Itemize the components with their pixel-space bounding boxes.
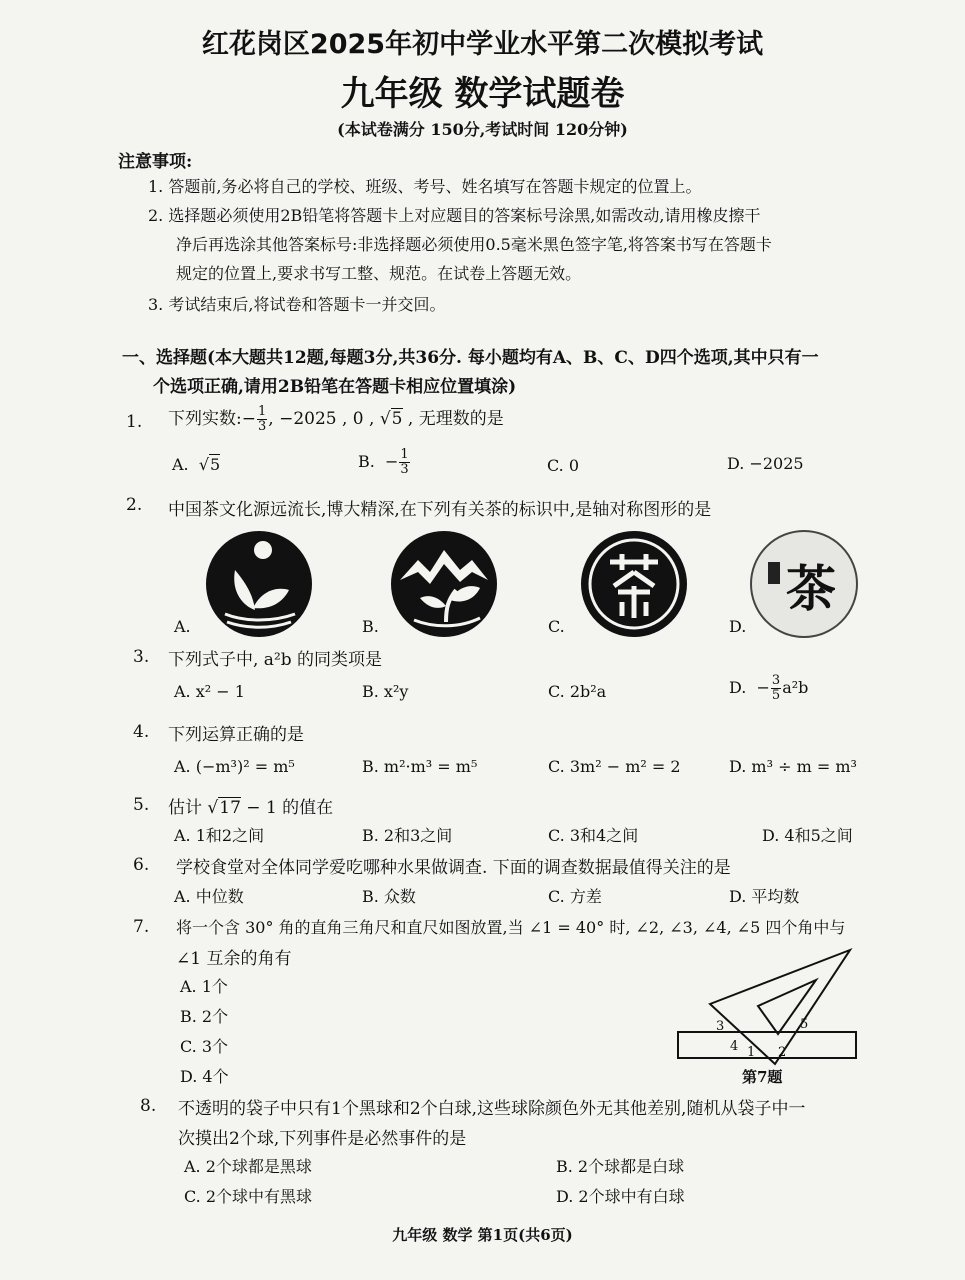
q8-stem-cont: 次摸出2个球,下列事件是必然事件的是	[178, 1129, 467, 1149]
svg-text:茶: 茶	[786, 560, 836, 618]
notice-item-3: 3. 考试结束后,将试卷和答题卡一并交回。	[148, 295, 446, 314]
q7-figure-caption: 第7题	[742, 1068, 783, 1086]
q7-option-d: D. 4个	[180, 1067, 229, 1086]
q8-stem: 不透明的袋子中只有1个黑球和2个白球,这些球除颜色外无其他差别,随机从袋子中一	[178, 1099, 806, 1119]
q5-stem: 估计 √17 − 1 的值在	[168, 798, 334, 818]
tea-logo-d	[750, 530, 858, 638]
notice-item-2-cont: 净后再选涂其他答案标号:非选择题必须使用0.5毫米黑色签字笔,将答案书写在答题卡	[176, 235, 772, 254]
q2-label-b: B.	[362, 617, 379, 636]
q8-option-b: B. 2个球都是白球	[556, 1157, 685, 1176]
q2-stem: 中国茶文化源远流长,博大精深,在下列有关茶的标识中,是轴对称图形的是	[168, 500, 712, 520]
page-footer: 九年级 数学 第1页(共6页)	[392, 1226, 573, 1244]
q1-stem: 下列实数:− $\frac{1}{3}$ , −2025 , 0 , √5 , 无理数的是	[168, 404, 504, 434]
q7-option-b: B. 2个	[180, 1007, 229, 1026]
q6-stem: 学校食堂对全体同学爱吃哪种水果做调查. 下面的调查数据最值得关注的是	[176, 858, 731, 878]
q6-option-d: D. 平均数	[729, 887, 800, 906]
q7-stem: 将一个含 30° 角的直角三角尺和直尺如图放置,当 ∠1 = 40° 时, ∠2, ∠3, ∠4, ∠5 四个角中与	[176, 918, 846, 937]
q7-number: 7.	[133, 917, 150, 937]
q6-number: 6.	[133, 855, 150, 875]
q1-option-d: D. −2025	[727, 454, 804, 473]
tea-logo-a	[205, 530, 313, 638]
q4-stem: 下列运算正确的是	[168, 725, 304, 745]
exam-info: (本试卷满分 150分,考试时间 120分钟)	[337, 120, 628, 139]
q5-option-c: C. 3和4之间	[548, 826, 639, 845]
exam-title: 红花岗区2025年初中学业水平第二次模拟考试	[201, 29, 764, 60]
q6-option-a: A. 中位数	[174, 887, 244, 906]
notice-item-2: 2. 选择题必须使用2B铅笔将答题卡上对应题目的答案标号涂黑,如需改动,请用橡皮擦干	[148, 206, 761, 225]
q3-option-a: A. x² − 1	[174, 682, 245, 701]
q1-number: 1.	[126, 412, 143, 432]
q4-option-c: C. 3m² − m² = 2	[548, 757, 681, 776]
notice-title: 注意事项:	[118, 152, 193, 172]
q8-number: 8.	[140, 1096, 157, 1116]
q3-option-c: C. 2b²a	[548, 682, 607, 701]
tea-logo-b	[390, 530, 498, 638]
svg-text:5: 5	[800, 1017, 809, 1032]
q4-option-d: D. m³ ÷ m = m³	[729, 757, 857, 776]
exam-subtitle: 九年级 数学试题卷	[340, 74, 625, 114]
q1-option-a: A. √5	[172, 455, 221, 474]
q5-option-d: D. 4和5之间	[762, 826, 853, 845]
q6-option-c: C. 方差	[548, 887, 602, 906]
notice-item-2-cont2: 规定的位置上,要求书写工整、规范。在试卷上答题无效。	[176, 264, 582, 283]
q2-label-c: C.	[548, 617, 565, 636]
q5-option-a: A. 1和2之间	[174, 826, 265, 845]
q3-option-b: B. x²y	[362, 682, 409, 701]
q3-stem: 下列式子中, a²b 的同类项是	[168, 650, 383, 670]
q5-option-b: B. 2和3之间	[362, 826, 453, 845]
section-heading-cont: 个选项正确,请用2B铅笔在答题卡相应位置填涂)	[153, 377, 517, 397]
q2-number: 2.	[126, 495, 143, 515]
q1-option-c: C. 0	[547, 456, 580, 475]
q6-option-b: B. 众数	[362, 887, 416, 906]
svg-text:2: 2	[778, 1045, 787, 1060]
tea-logo-c	[580, 530, 688, 638]
q8-option-d: D. 2个球中有白球	[556, 1187, 685, 1206]
svg-text:1: 1	[747, 1045, 756, 1060]
q7-stem-cont: ∠1 互余的角有	[176, 949, 292, 969]
q7-figure	[670, 942, 865, 1067]
q7-option-c: C. 3个	[180, 1037, 229, 1056]
q7-option-a: A. 1个	[180, 977, 228, 996]
svg-text:3: 3	[716, 1019, 725, 1034]
q3-number: 3.	[133, 647, 150, 667]
section-heading: 一、选择题(本大题共12题,每题3分,共36分. 每小题均有A、B、C、D四个选项,其中只有一	[122, 348, 819, 368]
q8-option-c: C. 2个球中有黑球	[184, 1187, 313, 1206]
q4-option-a: A. (−m³)² = m⁵	[174, 757, 295, 776]
q5-number: 5.	[133, 795, 150, 815]
q2-label-d: D.	[729, 617, 747, 636]
q3-option-d: D. − $\frac{3}{5}$ a²b	[729, 673, 809, 703]
q4-option-b: B. m²·m³ = m⁵	[362, 757, 478, 776]
svg-text:4: 4	[730, 1039, 739, 1054]
notice-item-1: 1. 答题前,务必将自己的学校、班级、考号、姓名填写在答题卡规定的位置上。	[148, 177, 702, 196]
q8-option-a: A. 2个球都是黑球	[184, 1157, 312, 1176]
q1-option-b: B. − $\frac{1}{3}$	[358, 447, 409, 477]
q4-number: 4.	[133, 722, 150, 742]
q2-label-a: A.	[174, 617, 191, 636]
